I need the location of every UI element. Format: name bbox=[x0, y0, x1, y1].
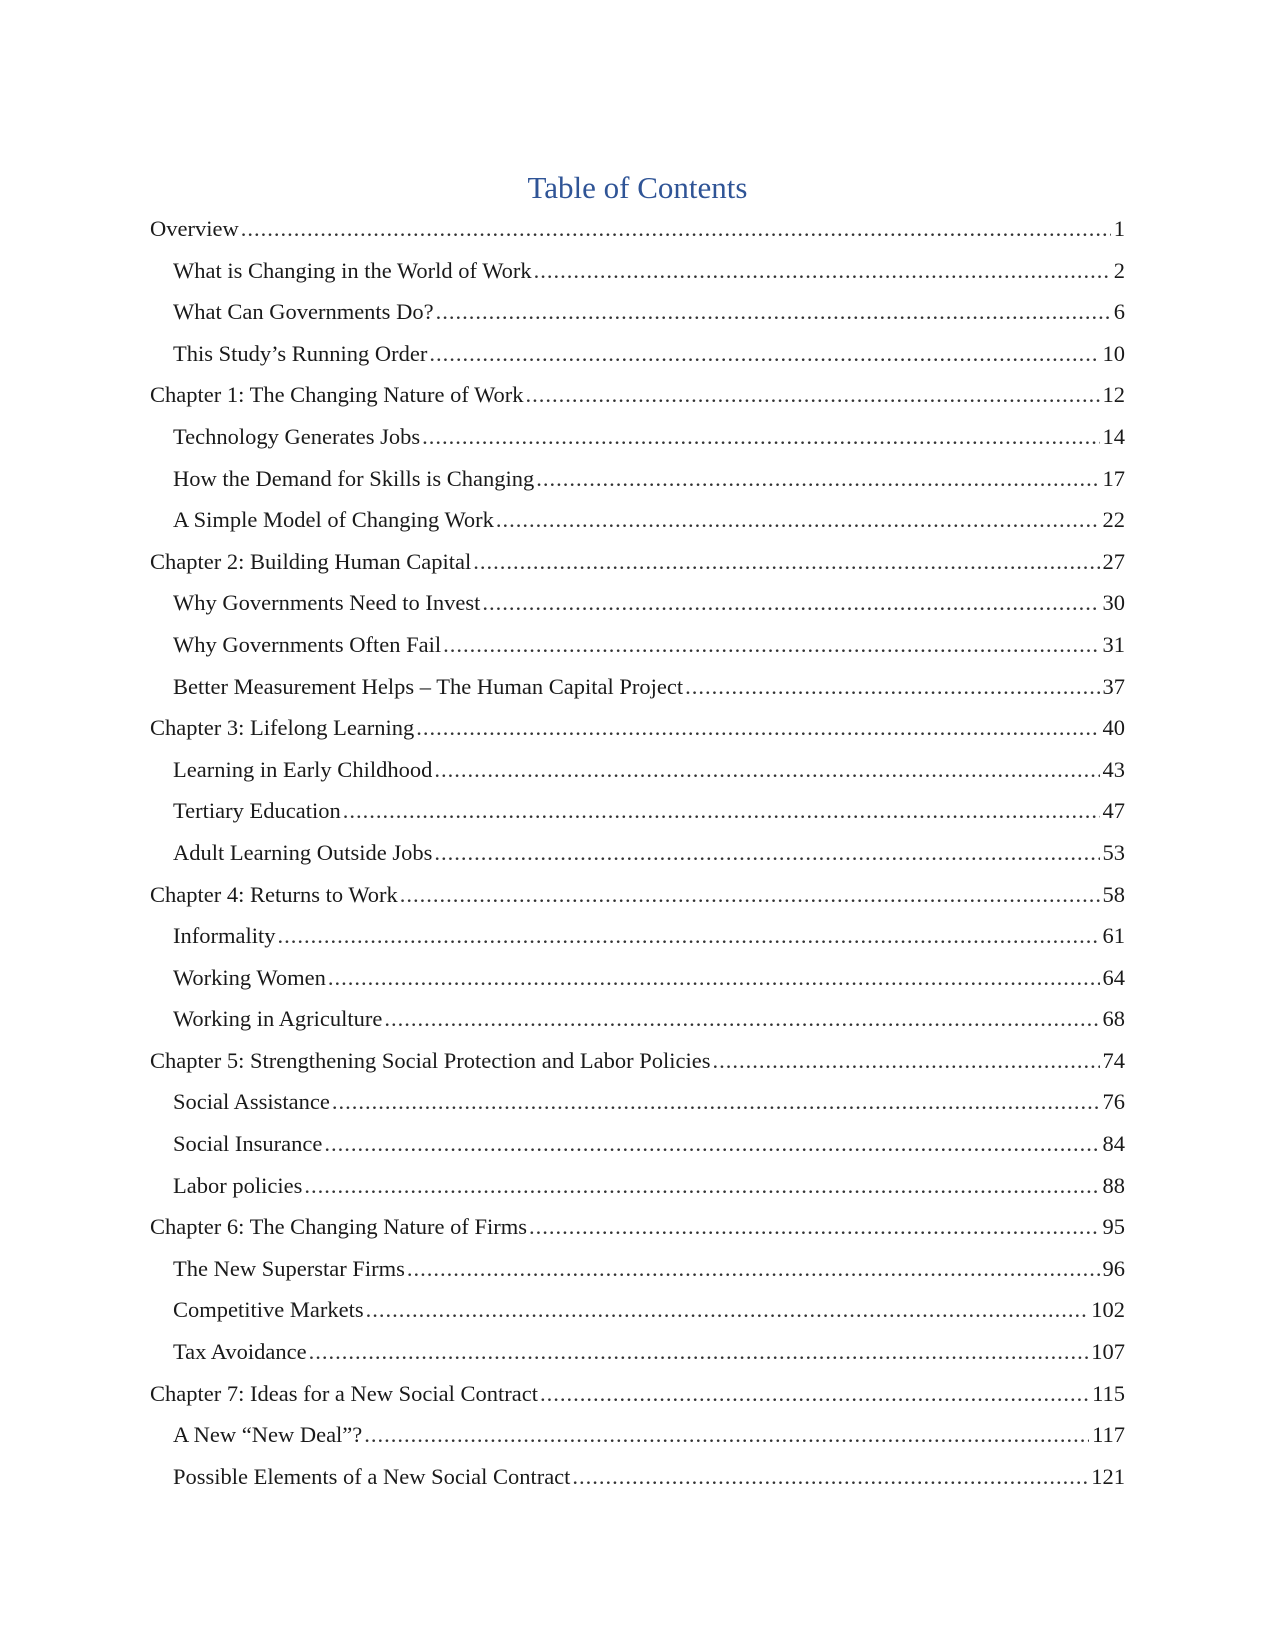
toc-entry-label: A Simple Model of Changing Work bbox=[173, 507, 494, 533]
toc-entry-page-number: 10 bbox=[1102, 340, 1125, 366]
toc-dot-leader bbox=[434, 832, 1099, 874]
toc-entry-page-number: 12 bbox=[1102, 382, 1125, 408]
toc-entry-label: A New “New Deal”? bbox=[173, 1422, 363, 1448]
toc-dot-leader bbox=[526, 374, 1100, 416]
toc-entry-section[interactable] bbox=[150, 790, 1125, 832]
toc-entry-section[interactable] bbox=[150, 666, 1125, 708]
toc-entry-page-number: 64 bbox=[1102, 964, 1125, 990]
toc-entry-section[interactable] bbox=[150, 499, 1125, 541]
toc-entry-page-number: 121 bbox=[1091, 1463, 1125, 1489]
toc-entry-section[interactable] bbox=[150, 832, 1125, 874]
toc-entry-label: What is Changing in the World of Work bbox=[173, 257, 532, 283]
toc-entry-page-number: 37 bbox=[1102, 673, 1125, 699]
toc-entry-page-number: 107 bbox=[1091, 1339, 1125, 1365]
toc-dot-leader bbox=[400, 874, 1100, 916]
toc-entry-label: Possible Elements of a New Social Contract bbox=[173, 1463, 571, 1489]
toc-entry-label: Working Women bbox=[173, 964, 326, 990]
toc-entry-page-number: 58 bbox=[1102, 881, 1125, 907]
toc-entry-label: Chapter 6: The Changing Nature of Firms bbox=[150, 1214, 528, 1240]
toc-dot-leader bbox=[436, 291, 1111, 333]
toc-entry-section[interactable] bbox=[150, 416, 1125, 458]
toc-dot-leader bbox=[407, 1248, 1100, 1290]
toc-entry-label: Chapter 1: The Changing Nature of Work bbox=[150, 382, 524, 408]
toc-dot-leader bbox=[343, 790, 1100, 832]
toc-entry-section[interactable] bbox=[150, 1081, 1125, 1123]
toc-entry-page-number: 95 bbox=[1102, 1214, 1125, 1240]
toc-dot-leader bbox=[328, 957, 1100, 999]
toc-dot-leader bbox=[384, 998, 1099, 1040]
toc-entry-page-number: 40 bbox=[1102, 715, 1125, 741]
toc-entry-label: Why Governments Need to Invest bbox=[173, 590, 481, 616]
toc-dot-leader bbox=[309, 1331, 1089, 1373]
toc-entry-page-number: 76 bbox=[1102, 1089, 1125, 1115]
toc-dot-leader bbox=[366, 1289, 1089, 1331]
toc-entry-label: Why Governments Often Fail bbox=[173, 631, 442, 657]
toc-entry-label: Tax Avoidance bbox=[173, 1339, 307, 1365]
toc-entry-chapter[interactable] bbox=[150, 374, 1125, 416]
toc-entry-page-number: 61 bbox=[1102, 923, 1125, 949]
toc-entry-page-number: 6 bbox=[1113, 299, 1125, 325]
toc-entry-page-number: 31 bbox=[1102, 631, 1125, 657]
toc-entry-label: How the Demand for Skills is Changing bbox=[173, 465, 535, 491]
toc-entry-page-number: 96 bbox=[1102, 1255, 1125, 1281]
toc-entry-chapter[interactable] bbox=[150, 1373, 1125, 1415]
toc-entry-label: Overview bbox=[150, 216, 239, 241]
toc-entry-label: Working in Agriculture bbox=[173, 1006, 383, 1032]
toc-entry-section[interactable] bbox=[150, 1289, 1125, 1331]
toc-title: Table of Contents bbox=[527, 170, 748, 205]
toc-entry-label: Labor policies bbox=[173, 1172, 303, 1198]
toc-entry-chapter[interactable] bbox=[150, 1206, 1125, 1248]
toc-entry-section[interactable] bbox=[150, 582, 1125, 624]
toc-entry-section[interactable] bbox=[150, 915, 1125, 957]
toc-dot-leader bbox=[473, 541, 1099, 583]
toc-entry-label: Technology Generates Jobs bbox=[173, 423, 421, 449]
toc-entry-page-number: 74 bbox=[1102, 1047, 1125, 1073]
toc-dot-leader bbox=[529, 1206, 1099, 1248]
toc-dot-leader bbox=[482, 582, 1099, 624]
toc-entry-label: Better Measurement Helps – The Human Capital Project bbox=[173, 673, 684, 699]
toc-entry-chapter[interactable] bbox=[150, 874, 1125, 916]
toc-entry-label: Learning in Early Childhood bbox=[173, 756, 433, 782]
toc-entry-label: Chapter 7: Ideas for a New Social Contract bbox=[150, 1380, 538, 1406]
toc-entry-label: The New Superstar Firms bbox=[173, 1255, 405, 1281]
toc-entry-page-number: 17 bbox=[1102, 465, 1125, 491]
toc-entry-chapter[interactable] bbox=[150, 208, 1125, 250]
toc-entry-label: Competitive Markets bbox=[173, 1297, 364, 1323]
toc-entry-section[interactable] bbox=[150, 1123, 1125, 1165]
toc-entry-chapter[interactable] bbox=[150, 541, 1125, 583]
toc-entry-section[interactable] bbox=[150, 1414, 1125, 1456]
toc-entry-section[interactable] bbox=[150, 1456, 1125, 1498]
toc-entry-label: This Study’s Running Order bbox=[173, 340, 428, 366]
toc-entry-section[interactable] bbox=[150, 998, 1125, 1040]
toc-entry-page-number: 47 bbox=[1102, 798, 1125, 824]
toc-list bbox=[150, 208, 1125, 1497]
toc-entry-section[interactable] bbox=[150, 624, 1125, 666]
toc-entry-label: What Can Governments Do? bbox=[173, 299, 434, 325]
toc-dot-leader bbox=[443, 624, 1099, 666]
toc-entry-section[interactable] bbox=[150, 1248, 1125, 1290]
toc-entry-page-number: 117 bbox=[1092, 1422, 1125, 1448]
toc-entry-section[interactable] bbox=[150, 458, 1125, 500]
toc-entry-page-number: 43 bbox=[1102, 756, 1125, 782]
toc-dot-leader bbox=[429, 333, 1099, 375]
toc-dot-leader bbox=[332, 1081, 1100, 1123]
toc-dot-leader bbox=[536, 458, 1099, 500]
toc-entry-label: Chapter 2: Building Human Capital bbox=[150, 548, 472, 574]
toc-entry-section[interactable] bbox=[150, 333, 1125, 375]
toc-entry-section[interactable] bbox=[150, 957, 1125, 999]
toc-dot-leader bbox=[540, 1373, 1089, 1415]
toc-entry-label: Tertiary Education bbox=[173, 798, 341, 824]
toc-dot-leader bbox=[364, 1414, 1089, 1456]
toc-entry-section[interactable] bbox=[150, 250, 1125, 292]
toc-dot-leader bbox=[434, 749, 1099, 791]
toc-dot-leader bbox=[713, 1040, 1100, 1082]
toc-entry-section[interactable] bbox=[150, 749, 1125, 791]
toc-dot-leader bbox=[277, 915, 1099, 957]
toc-entry-label: Adult Learning Outside Jobs bbox=[173, 839, 433, 865]
toc-dot-leader bbox=[534, 250, 1111, 292]
toc-entry-page-number: 68 bbox=[1102, 1006, 1125, 1032]
toc-entry-page-number: 53 bbox=[1102, 839, 1125, 865]
toc-entry-page-number: 27 bbox=[1102, 548, 1125, 574]
toc-entry-section[interactable] bbox=[150, 1165, 1125, 1207]
toc-entry-page-number: 102 bbox=[1091, 1297, 1125, 1323]
toc-entry-page-number: 14 bbox=[1102, 423, 1125, 449]
toc-entry-label: Informality bbox=[173, 923, 276, 949]
toc-dot-leader bbox=[324, 1123, 1099, 1165]
toc-dot-leader bbox=[496, 499, 1100, 541]
toc-entry-page-number: 84 bbox=[1102, 1131, 1125, 1157]
toc-dot-leader bbox=[304, 1165, 1099, 1207]
toc-entry-section[interactable] bbox=[150, 1331, 1125, 1373]
toc-dot-leader bbox=[572, 1456, 1088, 1498]
toc-entry-chapter[interactable] bbox=[150, 707, 1125, 749]
toc-entry-label: Chapter 5: Strengthening Social Protection and Labor Policies bbox=[150, 1047, 711, 1073]
toc-dot-leader bbox=[422, 416, 1099, 458]
toc-entry-page-number: 115 bbox=[1092, 1380, 1125, 1406]
toc-entry-page-number: 88 bbox=[1102, 1172, 1125, 1198]
toc-entry-label: Social Assistance bbox=[173, 1089, 330, 1115]
toc-entry-page-number: 30 bbox=[1102, 590, 1125, 616]
toc-entry-chapter[interactable] bbox=[150, 1040, 1125, 1082]
toc-dot-leader bbox=[685, 666, 1099, 708]
toc-entry-label: Chapter 3: Lifelong Learning bbox=[150, 715, 415, 741]
toc-entry-label: Chapter 4: Returns to Work bbox=[150, 881, 398, 907]
toc-dot-leader bbox=[241, 208, 1111, 250]
toc-entry-page-number: 2 bbox=[1113, 257, 1125, 283]
toc-dot-leader bbox=[416, 707, 1099, 749]
toc-entry-page-number: 22 bbox=[1102, 507, 1125, 533]
toc-entry-label: Social Insurance bbox=[173, 1131, 323, 1157]
toc-entry-section[interactable] bbox=[150, 291, 1125, 333]
toc-entry-page-number: 1 bbox=[1113, 216, 1125, 241]
